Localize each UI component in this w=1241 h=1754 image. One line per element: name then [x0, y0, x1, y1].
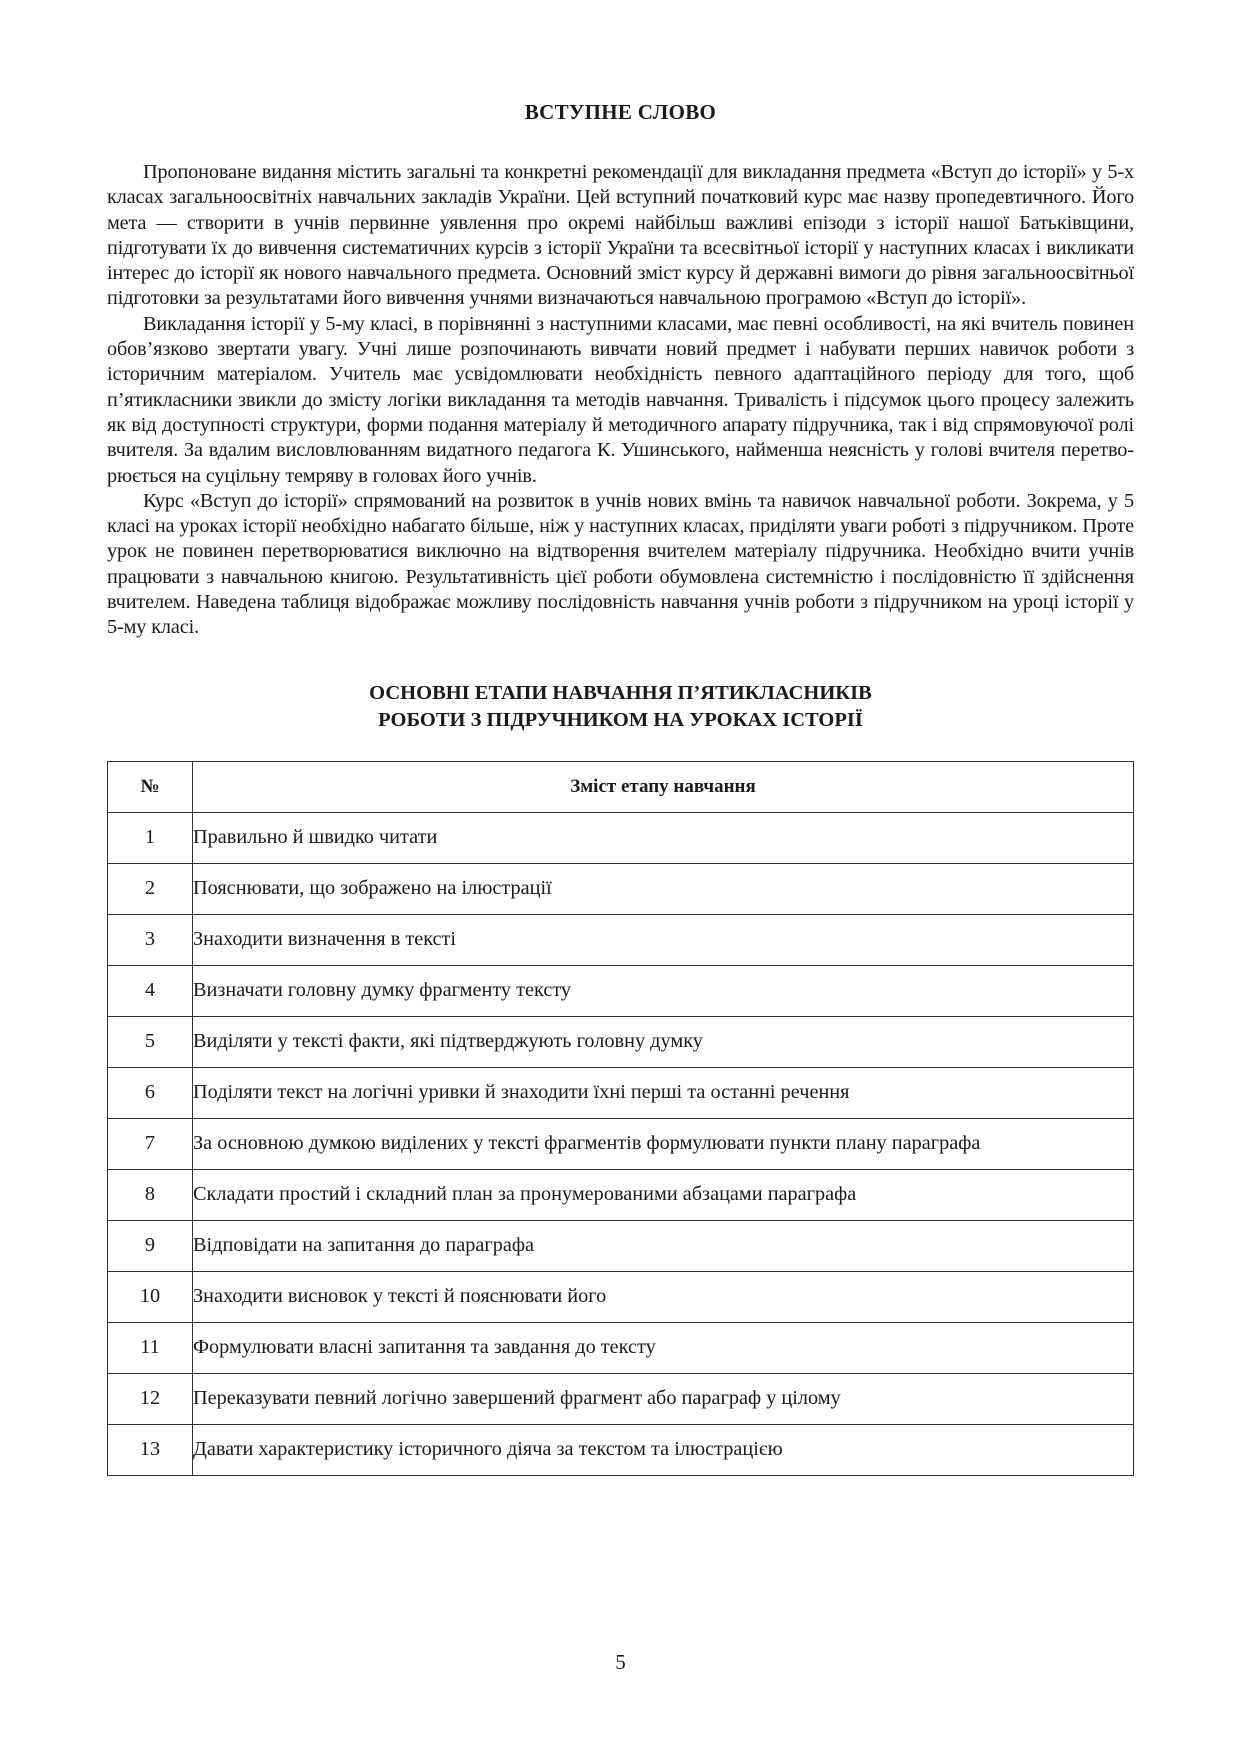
row-content: Формулювати власні запитання та завдання до тексту: [193, 1322, 1134, 1373]
table-row: [108, 965, 1134, 1016]
page-title: ВСТУПНЕ СЛОВО: [524, 100, 717, 124]
row-content: Поділяти текст на логічні уривки й знаходити їхні перші та останні речення: [193, 1067, 1134, 1118]
row-number: 5: [108, 1016, 193, 1067]
table-title-line-2: РОБОТИ З ПІДРУЧНИКОМ НА УРОКАХ ІСТОРІЇ: [378, 708, 863, 731]
paragraph-1: Пропоноване видання містить загальні та конкретні рекомендації для викладання предмета «Вступ до історії» у 5-х класах загальноосвітніх навчальних закладів України. Цей вступний початковий курс має назву пропедевтичного. Його мета — створити в учнів первинне уявлення про окремі найбільш важливі епізоди з історії нашої Батьківщини, підготувати їх до вивчення систематичних курсів з історії України та всесвітньої історії у наступних класах і викликати інтерес до історії як нового навчального предмета. Основний зміст курсу й державні вимоги до рівня загальноосвітньої підготовки за результатами його вивчення учнями визначаються навчальною програмою «Вступ до історії».: [107, 161, 1134, 310]
stages-table: [107, 761, 1134, 1476]
row-number: 4: [108, 965, 193, 1016]
row-content: Визначати головну думку фрагменту тексту: [193, 965, 1134, 1016]
paragraph-2: Викладання історії у 5-му класі, в порівнянні з наступними класами, має певні особливості, на які вчитель повинен обов’язково звертати увагу. Учні лише розпочинають вивчати новий предмет і набувати перших навичок роботи з історичним матеріалом. Учитель має усвідомлювати необхідність певного адаптаційного періоду для того, щоб п’ятикласники звикли до змісту логіки викладання та методів навчання. Тривалість і підсумок цього процесу залежить як від доступності структури, форми подання матеріалу й методичного апарату підручника, так і від спрямовуючої ролі вчителя. За вдалим висловлюванням видатного педагога К. Ушинського, найменша неясність у голові вчителя перетворюється на суцільну темряву в головах його учнів.: [107, 312, 1134, 487]
row-number: 13: [108, 1424, 193, 1475]
row-number: 1: [108, 812, 193, 863]
intro-text: [107, 160, 1134, 641]
table-row: [108, 812, 1134, 863]
row-content: Давати характеристику історичного діяча за текстом та ілюстрацією: [193, 1424, 1134, 1475]
row-content: За основною думкою виділених у тексті фрагментів формулювати пункти плану параграфа: [193, 1118, 1134, 1169]
header-content: Зміст етапу навчання: [193, 761, 1134, 812]
row-content: Пояснювати, що зображено на ілюстрації: [193, 863, 1134, 914]
table-row: [108, 1169, 1134, 1220]
row-number: 2: [108, 863, 193, 914]
row-number: 10: [108, 1271, 193, 1322]
table-row: [108, 1016, 1134, 1067]
table-row: [108, 1322, 1134, 1373]
row-number: 8: [108, 1169, 193, 1220]
table-title: [107, 680, 1134, 734]
row-number: 6: [108, 1067, 193, 1118]
table-title-line-1: ОСНОВНІ ЕТАПИ НАВЧАННЯ П’ЯТИКЛАСНИКІВ: [369, 681, 872, 704]
document-page: [107, 0, 1134, 1476]
table-row: [108, 1271, 1134, 1322]
row-content: Знаходити висновок у тексті й пояснювати його: [193, 1271, 1134, 1322]
table-row: [108, 1118, 1134, 1169]
table-row: [108, 863, 1134, 914]
page-number: 5: [615, 1650, 626, 1674]
row-content: Відповідати на запитання до параграфа: [193, 1220, 1134, 1271]
paragraph-3: Курс «Вступ до історії» спрямований на розвиток в учнів нових вмінь та навичок навчальної роботи. Зокрема, у 5 класі на уроках історії необхідно набагато більше, ніж у наступних класах, приділяти уваги роботі з підручником. Проте урок не повинен перетворюватися виключно на відтворення вчителем матеріалу підручника. Необхідно вчити учнів працювати з навчальною книгою. Результативність цієї роботи обумовлена системністю і послідовністю її здійснення вчителем. Наведена таблиця відображає можливу послідовність навчання учнів роботи з підручником на уроці історії у 5-му класі.: [107, 489, 1134, 639]
table-row: [108, 1373, 1134, 1424]
row-number: 3: [108, 914, 193, 965]
header-number: №: [108, 761, 193, 812]
table-header-row: [108, 761, 1134, 812]
row-number: 7: [108, 1118, 193, 1169]
row-content: Правильно й швидко читати: [193, 812, 1134, 863]
table-body: [108, 812, 1134, 1475]
table-row: [108, 1220, 1134, 1271]
row-content: Складати простий і складний план за пронумерованими абзацами параграфа: [193, 1169, 1134, 1220]
row-number: 9: [108, 1220, 193, 1271]
table-row: [108, 1424, 1134, 1475]
row-number: 12: [108, 1373, 193, 1424]
table-row: [108, 1067, 1134, 1118]
row-content: Переказувати певний логічно завершений фрагмент або параграф у цілому: [193, 1373, 1134, 1424]
row-content: Знаходити визначення в тексті: [193, 914, 1134, 965]
table-row: [108, 914, 1134, 965]
row-content: Виділяти у тексті факти, які підтверджують головну думку: [193, 1016, 1134, 1067]
row-number: 11: [108, 1322, 193, 1373]
